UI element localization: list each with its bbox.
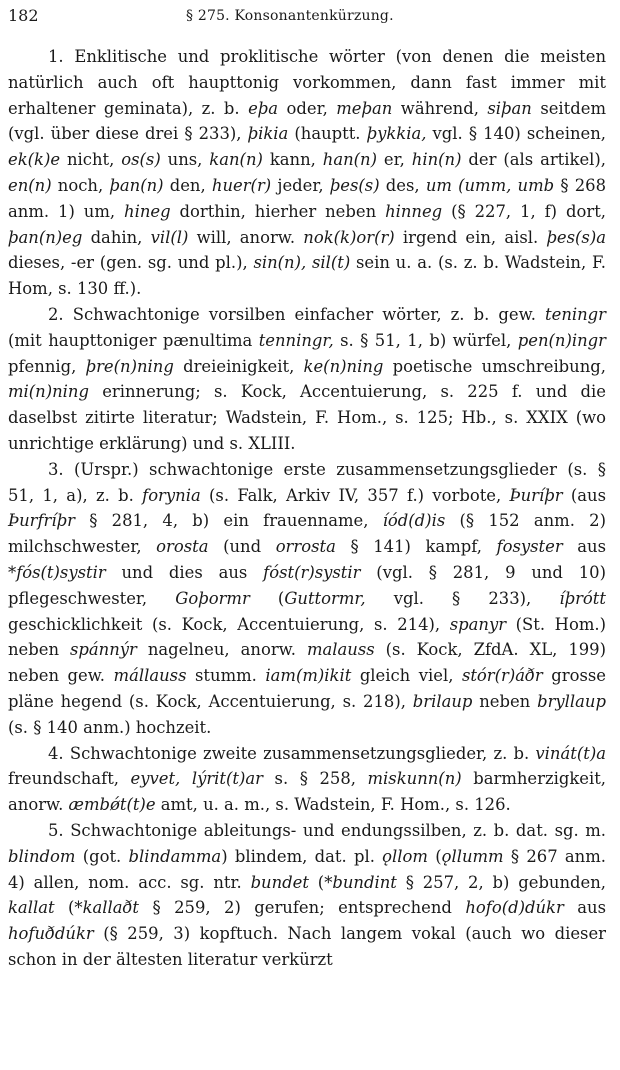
italic-term: íþrótt [559,588,606,608]
italic-term: þes(s)a [546,227,607,247]
italic-term: orrosta [275,537,336,557]
italic-term: ǫllumm [441,846,504,866]
italic-term: forynia [142,485,201,505]
italic-term: vinát(t)a [535,743,606,763]
italic-term: spanyr [449,614,507,634]
italic-term: miskunn(n) [367,769,462,789]
italic-term: siþan [487,98,532,118]
italic-term: Guttormr, [284,588,366,608]
italic-term: Þuríþr [509,485,563,505]
italic-term: þan(n)eg [8,227,83,247]
page-number: 182 [8,6,39,25]
paragraph-5: 5. Schwachtonige ableitungs- und endungssilben, z. b. dat. sg. m. blindom (got. blindamma) blindem, dat. pl. ǫllom (ǫllumm § 267 anm. 4) allen, nom. acc. sg. ntr. bundet (*bundint § 257, 2, b) gebunden, kallat (*kallaðt § 259, 2) gerufen; entsprechend hofo(d)dúkr aus hofuðdúkr (§ 259, 3) kopftuch. Nach langem vokal (auch wo dieser schon in der ältesten literatur verkürzt [8,820,607,969]
italic-term: þikia [247,124,289,144]
italic-term: meþan [336,98,393,118]
italic-term: stór(r)áðr [461,666,543,686]
italic-term: íód(d)is [382,511,446,531]
italic-term: Goþormr [175,588,250,608]
italic-term: mi(n)ning [8,382,89,402]
italic-term: en(n) [8,175,52,195]
italic-term: spánnýr [69,640,137,660]
body-text [8,44,606,973]
italic-term: Þurfríþr [8,511,75,531]
italic-term: pen(n)ingr [517,330,606,350]
italic-term: þykkia, [366,124,427,144]
italic-term: orosta [156,537,209,557]
italic-term: teningr [545,304,606,324]
italic-term: bryllaup [537,691,606,711]
paragraph-1: 1. Enklitische und proklitische wörter (von denen die meisten natürlich auch oft haupttonig vorkommen, dann fast immer mit erhaltener geminata), z. b. eþa oder, meþan während, siþan seitdem (vgl. über diese drei § 233), þikia (hauptt. þykkia, vgl. § 140) scheinen, ek(k)e nicht, os(s) uns, kan(n) kann, han(n) er, hin(n) der (als artikel), en(n) noch, þan(n) den, huer(r) jeder, þes(s) des, um (umm, umb § 268 anm. 1) um, hineg dorthin, hierher neben hinneg (§ 227, 1, f) dort, þan(n)eg dahin, vil(l) will, anorw. nok(k)or(r) irgend ein, aisl. þes(s)a dieses, -er (gen. sg. und pl.), sin(n), sil(t) sein u. a. (s. z. b. Wadstein, F. Hom, s. 130 ff.). [8,47,607,299]
italic-term: hofuðdúkr [8,924,94,944]
italic-term: *fós(t)systir [8,562,106,582]
paragraph-2: 2. Schwachtonige vorsilben einfacher wörter, z. b. gew. teningr (mit haupttoniger pænultima tenningr, s. § 51, 1, b) würfel, pen(n)ingr pfennig, þre(n)ning dreieinigkeit, ke(n)ning poetische umschreibung, mi(n)ning erinnerung; s. Kock, Accentuierung, s. 225 f. und die daselbst zitirte literatur; Wadstein, F. Hom., s. 125; Hb., s. XXIX (wo unrichtige erklärung) und s. XLIII. [8,304,606,453]
italic-term: ǫllom [382,846,428,866]
italic-term: hineg [124,201,171,221]
italic-term: os(s) [121,150,161,170]
running-title: § 275. Konsonantenkürzung. [186,8,394,24]
italic-term: malauss [306,640,375,660]
italic-term: hinneg [385,201,443,221]
italic-term: lýrit(t)ar [191,769,263,789]
italic-term: ke(n)ning [303,356,384,376]
italic-term: fóst(r)systir [263,562,361,582]
italic-term: hin(n) [411,150,462,170]
paragraph-3: 3. (Urspr.) schwachtonige erste zusammensetzungsglieder (s. § 51, 1, a), z. b. forynia (s. Falk, Arkiv IV, 357 f.) vorbote, Þuríþr (aus Þurfríþr § 281, 4, b) ein frauenname, íód(d)is (§ 152 anm. 2) milchschwester, orosta (und orrosta § 141) kampf, fosyster aus *fós(t)systir und dies aus fóst(r)systir (vgl. § 281, 9 und 10) pflegeschwester, Goþormr (Guttormr, vgl. § 233), íþrótt geschicklichkeit (s. Kock, Accentuierung, s. 214), spanyr (St. Hom.) neben spánnýr nagelneu, anorw. malauss (s. Kock, ZfdA. XL, 199) neben gew. mállauss stumm. iam(m)ikit gleich viel, stór(r)áðr grosse pläne hegend (s. Kock, Accentuierung, s. 218), brilaup neben bryllaup (s. § 140 anm.) hochzeit. [8,459,607,737]
italic-term: um (umm, umb [425,175,555,195]
italic-term: brilaup [412,691,473,711]
italic-term: bundet [250,872,309,892]
italic-term: blindom [8,846,76,866]
italic-term: *bundint [324,872,397,892]
italic-term: æmbǿt(t)e [68,795,156,815]
italic-term: nok(k)or(r) [303,227,395,247]
italic-term: eþa [248,98,279,118]
italic-term: þan(n) [109,175,164,195]
italic-term: han(n) [322,150,377,170]
italic-term: sin(n), [253,253,307,273]
page-header [8,6,606,32]
italic-term: vil(l) [150,227,189,247]
italic-term: mállauss [113,666,187,686]
italic-term: eyvet, [130,769,181,789]
italic-term: iam(m)ikit [265,666,352,686]
italic-term: *kallaðt [74,898,140,918]
paragraph-4: 4. Schwachtonige zweite zusammensetzungsglieder, z. b. vinát(t)a freundschaft, eyvet, lýrit(t)ar s. § 258, miskunn(n) barmherzigkeit, anorw. æmbǿt(t)e amt, u. a. m., s. Wadstein, F. Hom., s. 126. [8,743,606,815]
italic-term: hofo(d)dúkr [465,898,564,918]
italic-term: fosyster [496,537,563,557]
italic-term: þes(s) [329,175,380,195]
italic-term: kan(n) [209,150,263,170]
italic-term: huer(r) [211,175,272,195]
italic-term: blindamma [128,846,222,866]
italic-term: tenningr, [258,330,334,350]
italic-term: kallat [8,898,55,918]
italic-term: þre(n)ning [85,356,174,376]
italic-term: sil(t) [311,253,351,273]
italic-term: ek(k)e [8,150,61,170]
